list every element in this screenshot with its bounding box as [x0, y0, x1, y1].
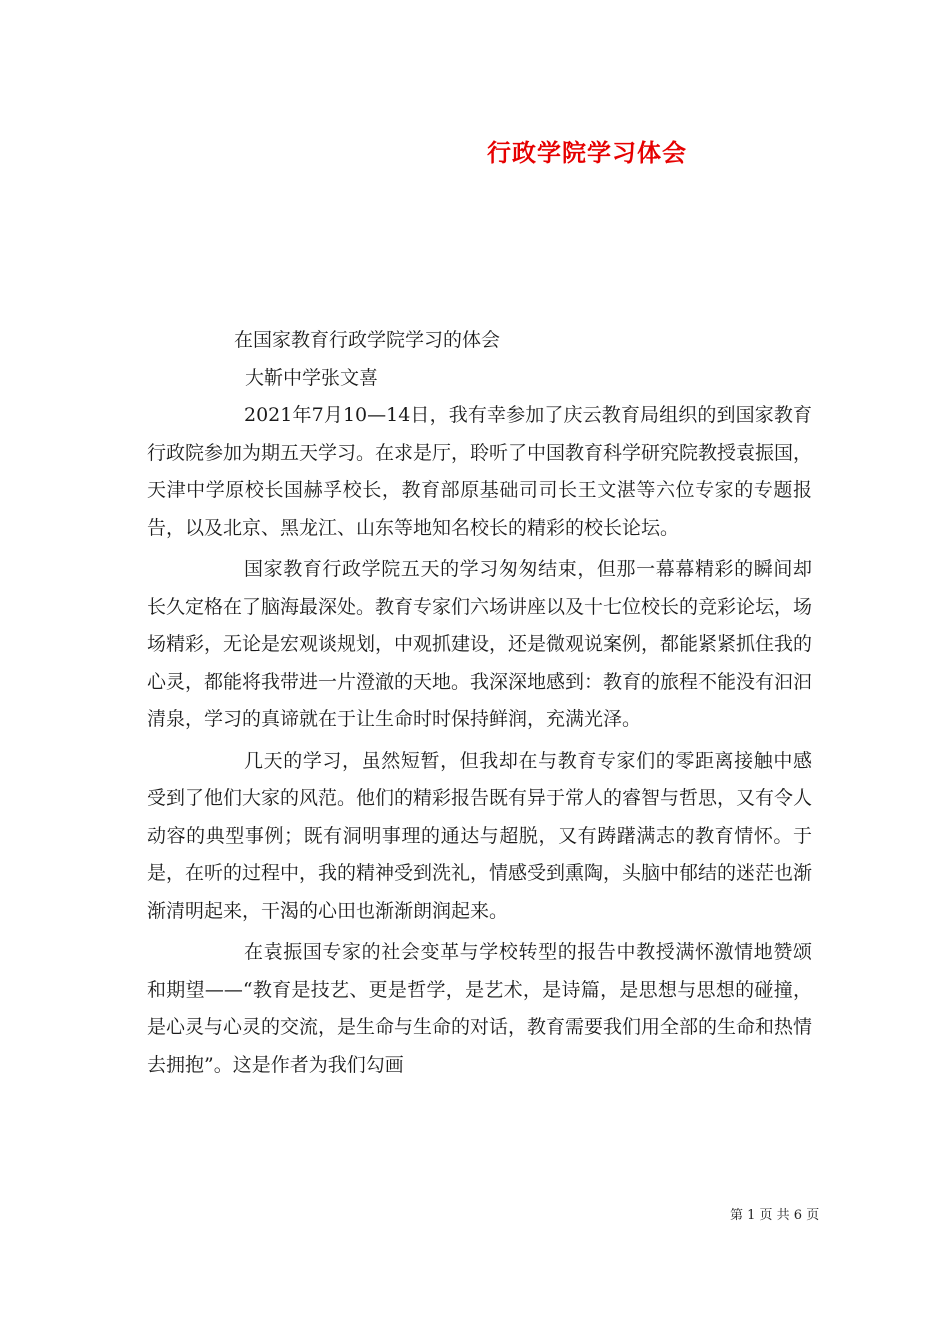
page-number-footer: 第 1 页 共 6 页	[730, 1208, 820, 1223]
document-title: 行政学院学习体会	[487, 138, 687, 167]
body-paragraph: 在袁振国专家的社会变革与学校转型的报告中教授满怀激情地赞颂和期望——“教育是技艺、更是哲学，是艺术，是诗篇，是思想与思想的碰撞，是心灵与心灵的交流，是生命与生命的对话，教育需要我们用全部的生命和热情去拥抱”。这是作者为我们勾画	[147, 941, 813, 1076]
document-subtitle: 在国家教育行政学院学习的体会	[234, 329, 501, 351]
body-paragraph: 国家教育行政学院五天的学习匆匆结束，但那一幕幕精彩的瞬间却长久定格在了脑海最深处。教育专家们六场讲座以及十七位校长的竞彩论坛，场场精彩，无论是宏观谈规划，中观抓建设，还是微观说案例，都能紧紧抓住我的心灵，都能将我带进一片澄澈的天地。我深深地感到：教育的旅程不能没有汩汩清泉，学习的真谛就在于让生命时时保持鲜润，充满光泽。	[147, 558, 813, 730]
body-paragraph: 几天的学习，虽然短暂，但我却在与教育专家们的零距离接触中感受到了他们大家的风范。他们的精彩报告既有异于常人的睿智与哲思，又有令人动容的典型事例；既有洞明事理的通达与超脱，又有踌躇满志的教育情怀。于是，在听的过程中，我的精神受到洗礼，情感受到熏陶，头脑中郁结的迷茫也渐渐清明起来，干渴的心田也渐渐朗润起来。	[147, 749, 813, 922]
body-paragraph: 2021年7月10—14日，我有幸参加了庆云教育局组织的到国家教育行政院参加为期五天学习。在求是厅，聆听了中国教育科学研究院教授袁振国，天津中学原校长国赫孚校长，教育部原基础司司长王文湛等六位专家的专题报告，以及北京、黑龙江、山东等地知名校长的精彩的校长论坛。	[147, 404, 813, 539]
document-body	[147, 322, 812, 1084]
document-author: 大靳中学张文喜	[245, 366, 379, 389]
